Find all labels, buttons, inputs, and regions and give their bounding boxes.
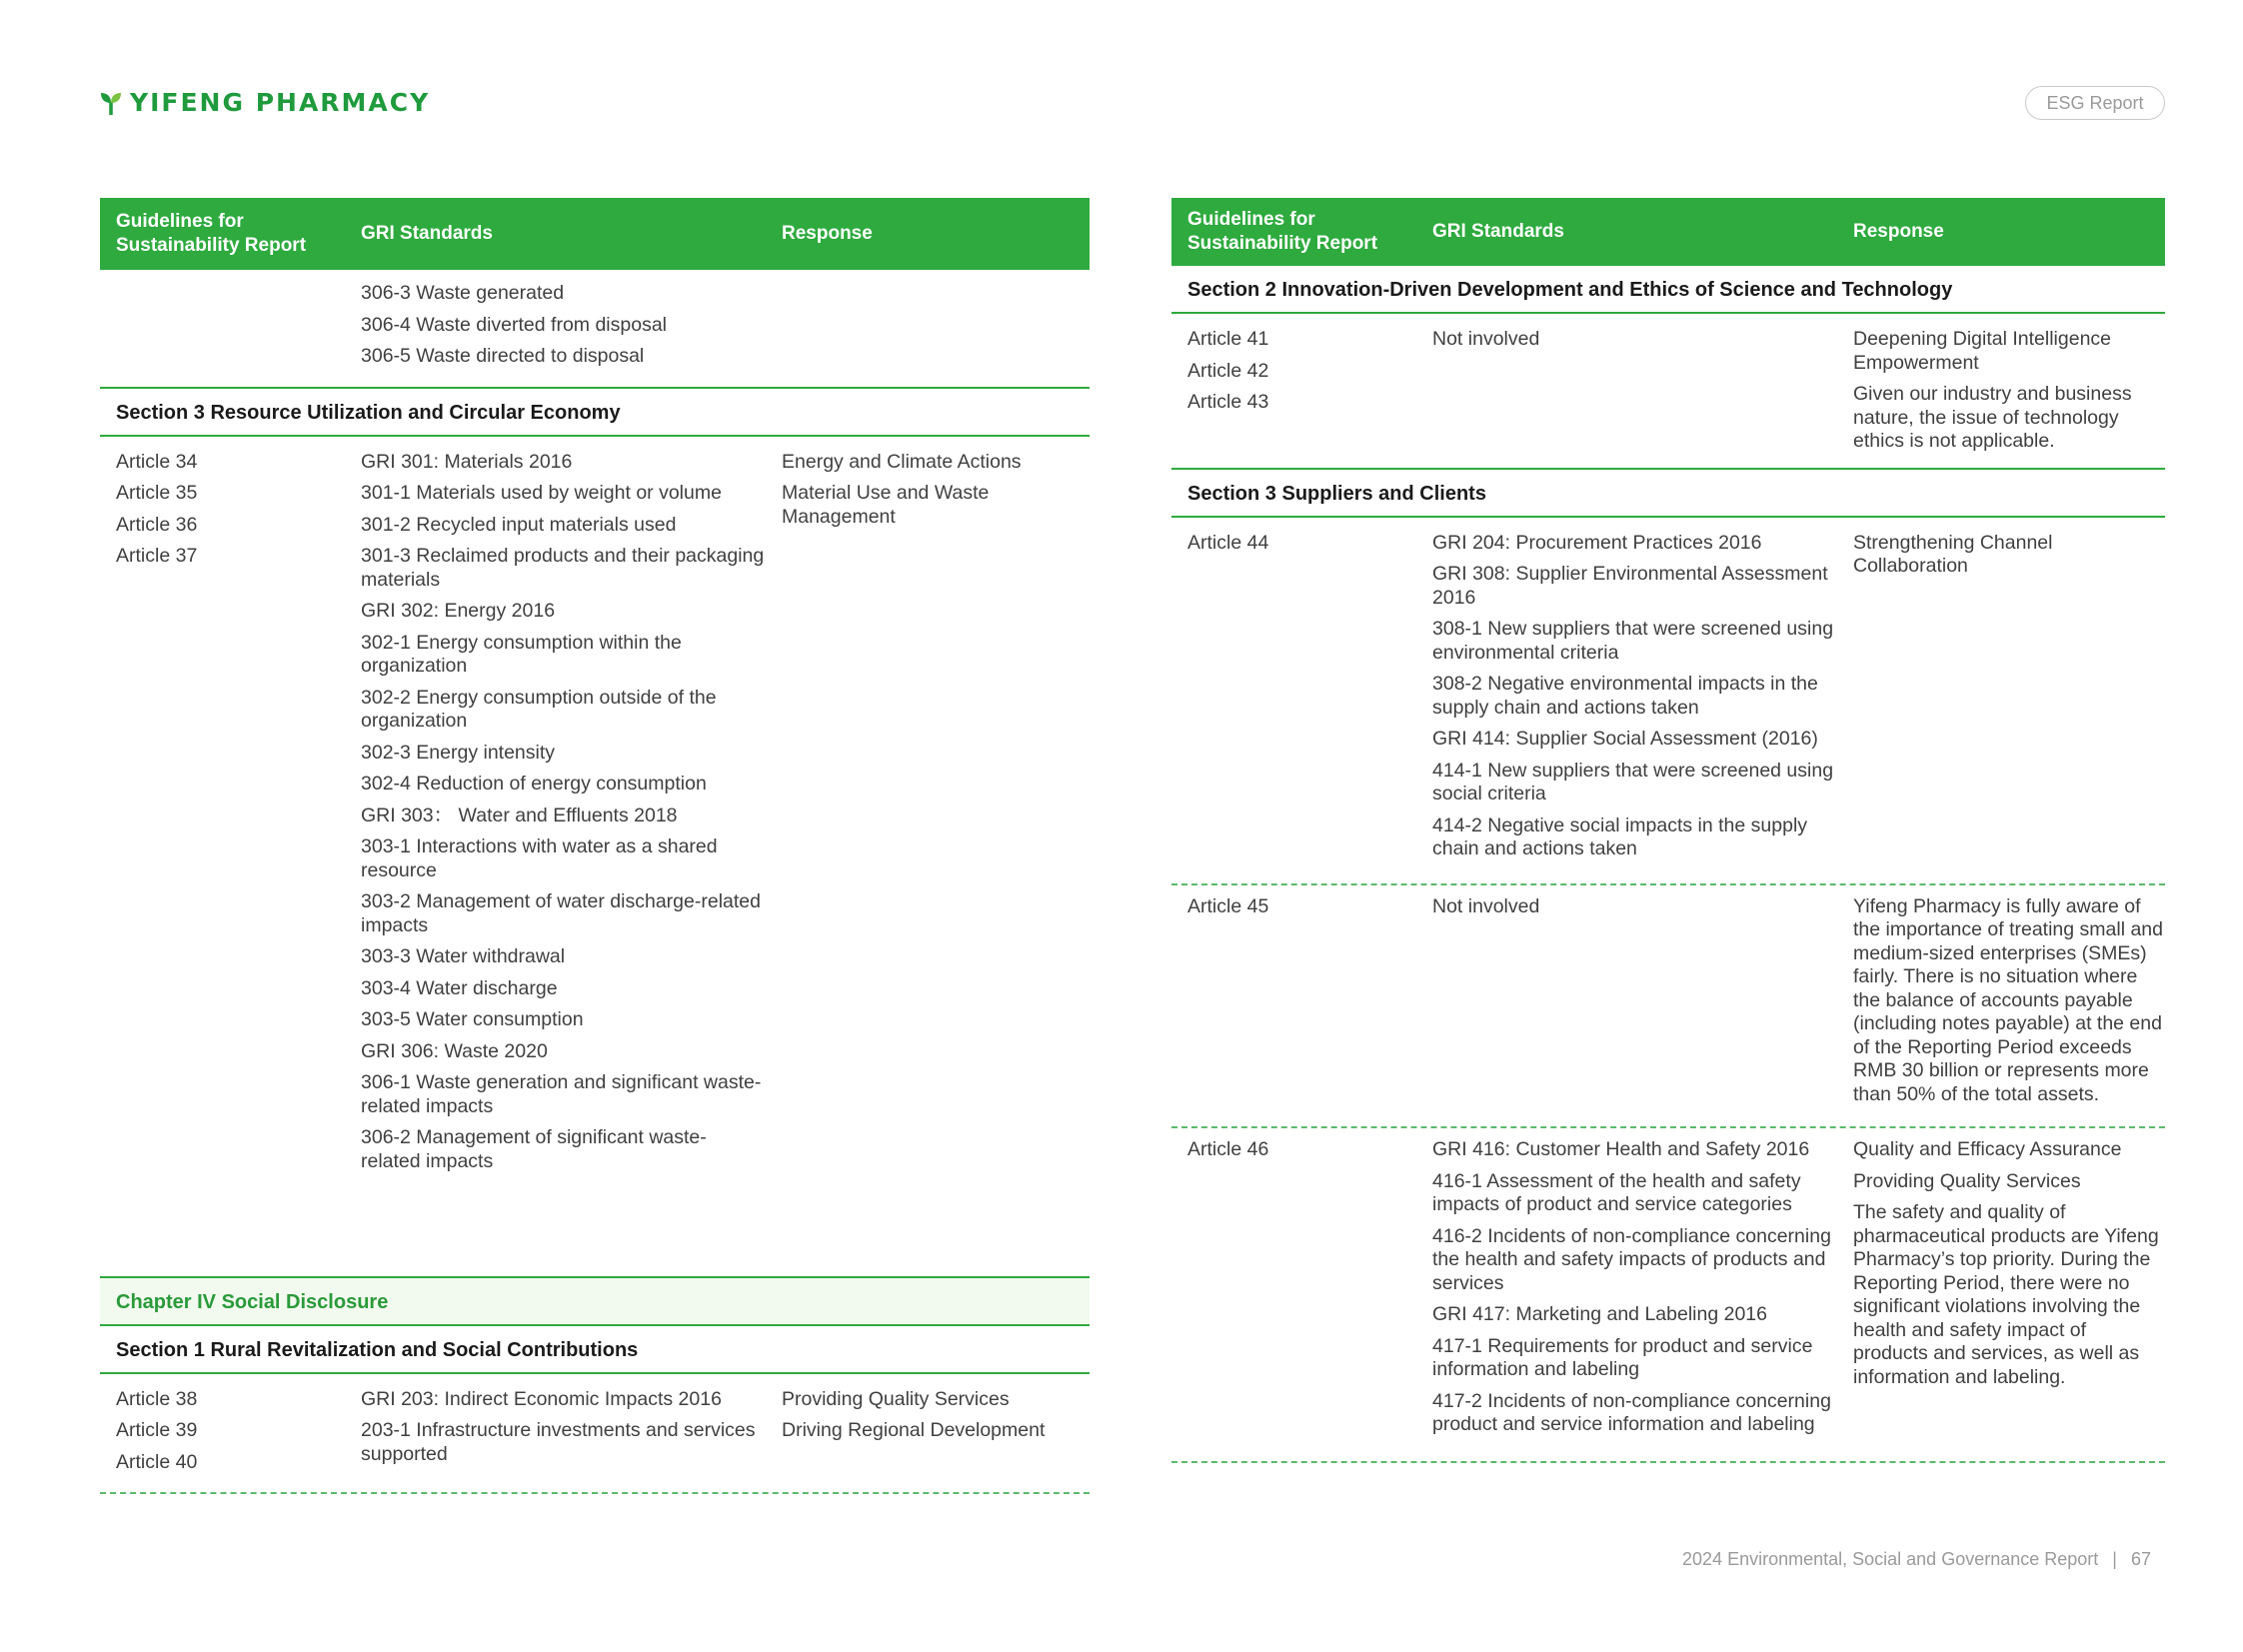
list-item: Strengthening Channel Collaboration: [1853, 531, 2053, 577]
list-item: Quality and Efficacy Assurance: [1853, 1138, 2122, 1160]
response-cell: [1837, 1138, 2165, 1437]
articles-cell: [100, 282, 345, 369]
section-title: Section 3 Suppliers and Clients: [1171, 468, 2165, 518]
list-item: Not involved: [1432, 328, 1540, 350]
list-item: GRI 204: Procurement Practices 2016: [1432, 531, 1762, 554]
leaf-sprout-icon: [100, 91, 122, 115]
list-item: 306-2 Management of significant waste-related impacts: [361, 1126, 707, 1172]
response-cell: [766, 282, 1090, 369]
list-item: Article 37: [116, 545, 198, 567]
list-item: 306-4 Waste diverted from disposal: [361, 313, 668, 336]
header-gri: GRI Standards: [361, 223, 493, 244]
gri-cell: [1416, 328, 1837, 454]
list-item: 302-4 Reduction of energy consumption: [361, 773, 707, 795]
list-item: GRI 417: Marketing and Labeling 2016: [1432, 1303, 1767, 1325]
list-item: GRI 306: Waste 2020: [361, 1039, 548, 1062]
table-row: [100, 1374, 1090, 1493]
list-item: Yifeng Pharmacy is fully aware of the importance of treating small and medium-sized enterprises (SMEs) fairly. There is no situation where the balance of accounts payable (including notes payable) at the end of the Reporting Period exceeds RMB 30 billion or represents more than 50% of the total assets.: [1853, 894, 2164, 1105]
list-item: 417-2 Incidents of non-compliance concerning product and service information and labeling: [1432, 1389, 1831, 1435]
list-item: Not involved: [1432, 894, 1540, 917]
list-item: 417-1 Requirements for product and service information and labeling: [1432, 1334, 1813, 1380]
list-item: Providing Quality Services: [1853, 1169, 2081, 1192]
row-divider: [1171, 1461, 2165, 1463]
list-item: Article 46: [1187, 1138, 1269, 1160]
footer-report-title: 2024 Environmental, Social and Governance Report: [1682, 1549, 2099, 1569]
articles-cell: [100, 451, 345, 1276]
list-item: 303-4 Water discharge: [361, 976, 558, 999]
list-item: GRI 203: Indirect Economic Impacts 2016: [361, 1387, 722, 1410]
list-item: Article 39: [116, 1419, 198, 1441]
list-item: GRI 303： Water and Effluents 2018: [361, 804, 678, 826]
header-gri: GRI Standards: [1432, 221, 1564, 242]
list-item: 414-1 New suppliers that were screened using social criteria: [1432, 759, 1834, 805]
list-item: 301-1 Materials used by weight or volume: [361, 482, 722, 504]
section-title: Section 3 Resource Utilization and Circular Economy: [100, 387, 1090, 437]
row-divider: [100, 1492, 1090, 1494]
table-header: [100, 198, 1090, 270]
gri-cell: [1416, 532, 1837, 861]
articles-cell: [100, 1388, 345, 1475]
list-item: 416-1 Assessment of the health and safety impacts of product and service categories: [1432, 1169, 1801, 1215]
list-item: Article 41: [1187, 328, 1269, 350]
articles-cell: [1171, 328, 1416, 454]
list-item: 306-1 Waste generation and significant waste-related impacts: [361, 1071, 762, 1117]
list-item: 308-2 Negative environmental impacts in the supply chain and actions taken: [1432, 673, 1818, 719]
brand-logo: [100, 88, 430, 117]
list-item: 302-3 Energy intensity: [361, 741, 556, 764]
list-item: 306-5 Waste directed to disposal: [361, 345, 645, 367]
list-item: Article 45: [1187, 894, 1269, 917]
list-item: GRI 414: Supplier Social Assessment (2016): [1432, 728, 1818, 750]
response-cell: [766, 451, 1090, 1276]
list-item: GRI 308: Supplier Environmental Assessment 2016: [1432, 563, 1828, 609]
response-cell: [766, 1388, 1090, 1475]
list-item: 303-3 Water withdrawal: [361, 945, 566, 967]
list-item: GRI 416: Customer Health and Safety 2016: [1432, 1138, 1810, 1160]
section-title: Section 2 Innovation-Driven Development and Ethics of Science and Technology: [1171, 266, 2165, 314]
list-item: Given our industry and business nature, the issue of technology ethics is not applicable.: [1853, 383, 2132, 452]
header-response: Response: [782, 223, 873, 244]
list-item: Article 38: [116, 1387, 198, 1410]
list-item: Article 42: [1187, 359, 1269, 382]
left-table: [100, 198, 1090, 1494]
list-item: Article 36: [116, 513, 198, 536]
table-row: [1171, 885, 2165, 1127]
list-item: Energy and Climate Actions: [782, 450, 1022, 473]
list-item: 301-3 Reclaimed products and their packaging materials: [361, 545, 765, 591]
chapter-title: Chapter IV Social Disclosure: [100, 1276, 1090, 1324]
page-footer: [1682, 1549, 2151, 1570]
gri-cell: [1416, 895, 1837, 1107]
list-item: 308-1 New suppliers that were screened using environmental criteria: [1432, 618, 1834, 664]
list-item: Article 40: [116, 1450, 198, 1473]
response-cell: [1837, 532, 2165, 861]
response-cell: [1837, 328, 2165, 454]
header-guidelines: Guidelines for Sustainability Report: [116, 211, 307, 256]
brand-name: YIFENG PHARMACY: [130, 88, 431, 117]
list-item: 302-2 Energy consumption outside of the organization: [361, 686, 717, 732]
table-row: [1171, 518, 2165, 883]
articles-cell: [1171, 1138, 1416, 1437]
gri-cell: [345, 282, 766, 369]
list-item: 301-2 Recycled input materials used: [361, 513, 677, 536]
list-item: 414-2 Negative social impacts in the supply chain and actions taken: [1432, 814, 1808, 859]
table-row: [1171, 314, 2165, 468]
list-item: 303-5 Water consumption: [361, 1008, 584, 1030]
list-item: Article 44: [1187, 531, 1269, 554]
list-item: The safety and quality of pharmaceutical products are Yifeng Pharmacy’s top priority. During the Reporting Period, there were no significant violations involving the health and safety impact of products and services, as well as information and labeling.: [1853, 1201, 2159, 1388]
list-item: Deepening Digital Intelligence Empowerment: [1853, 328, 2112, 374]
list-item: 203-1 Infrastructure investments and services supported: [361, 1419, 756, 1465]
list-item: Article 43: [1187, 391, 1269, 413]
footer-separator: |: [2112, 1549, 2117, 1569]
list-item: 302-1 Energy consumption within the organization: [361, 631, 682, 677]
list-item: 416-2 Incidents of non-compliance concerning the health and safety impacts of products and services: [1432, 1224, 1831, 1294]
right-table: [1171, 198, 2165, 1463]
articles-cell: [1171, 895, 1416, 1107]
list-item: GRI 302: Energy 2016: [361, 600, 556, 622]
esg-report-badge: ESG Report: [2025, 86, 2165, 120]
gri-cell: [345, 1388, 766, 1475]
gri-cell: [345, 451, 766, 1276]
list-item: 303-1 Interactions with water as a shared resource: [361, 835, 718, 881]
header-response: Response: [1853, 221, 1944, 242]
response-cell: [1837, 895, 2165, 1107]
list-item: 303-2 Management of water discharge-related impacts: [361, 890, 761, 936]
table-header: [1171, 198, 2165, 266]
list-item: GRI 301: Materials 2016: [361, 450, 573, 473]
list-item: Driving Regional Development: [782, 1419, 1046, 1441]
table-row: [100, 270, 1090, 387]
table-row: [100, 437, 1090, 1276]
list-item: Providing Quality Services: [782, 1387, 1010, 1410]
header-guidelines: Guidelines for Sustainability Report: [1187, 209, 1378, 254]
list-item: Article 34: [116, 450, 198, 473]
section-title: Section 1 Rural Revitalization and Social Contributions: [100, 1324, 1090, 1374]
list-item: Material Use and Waste Management: [782, 482, 990, 528]
list-item: 306-3 Waste generated: [361, 282, 565, 304]
list-item: Article 35: [116, 482, 198, 504]
page-number: 67: [2130, 1549, 2151, 1569]
table-row: [1171, 1128, 2165, 1461]
articles-cell: [1171, 532, 1416, 861]
gri-cell: [1416, 1138, 1837, 1437]
